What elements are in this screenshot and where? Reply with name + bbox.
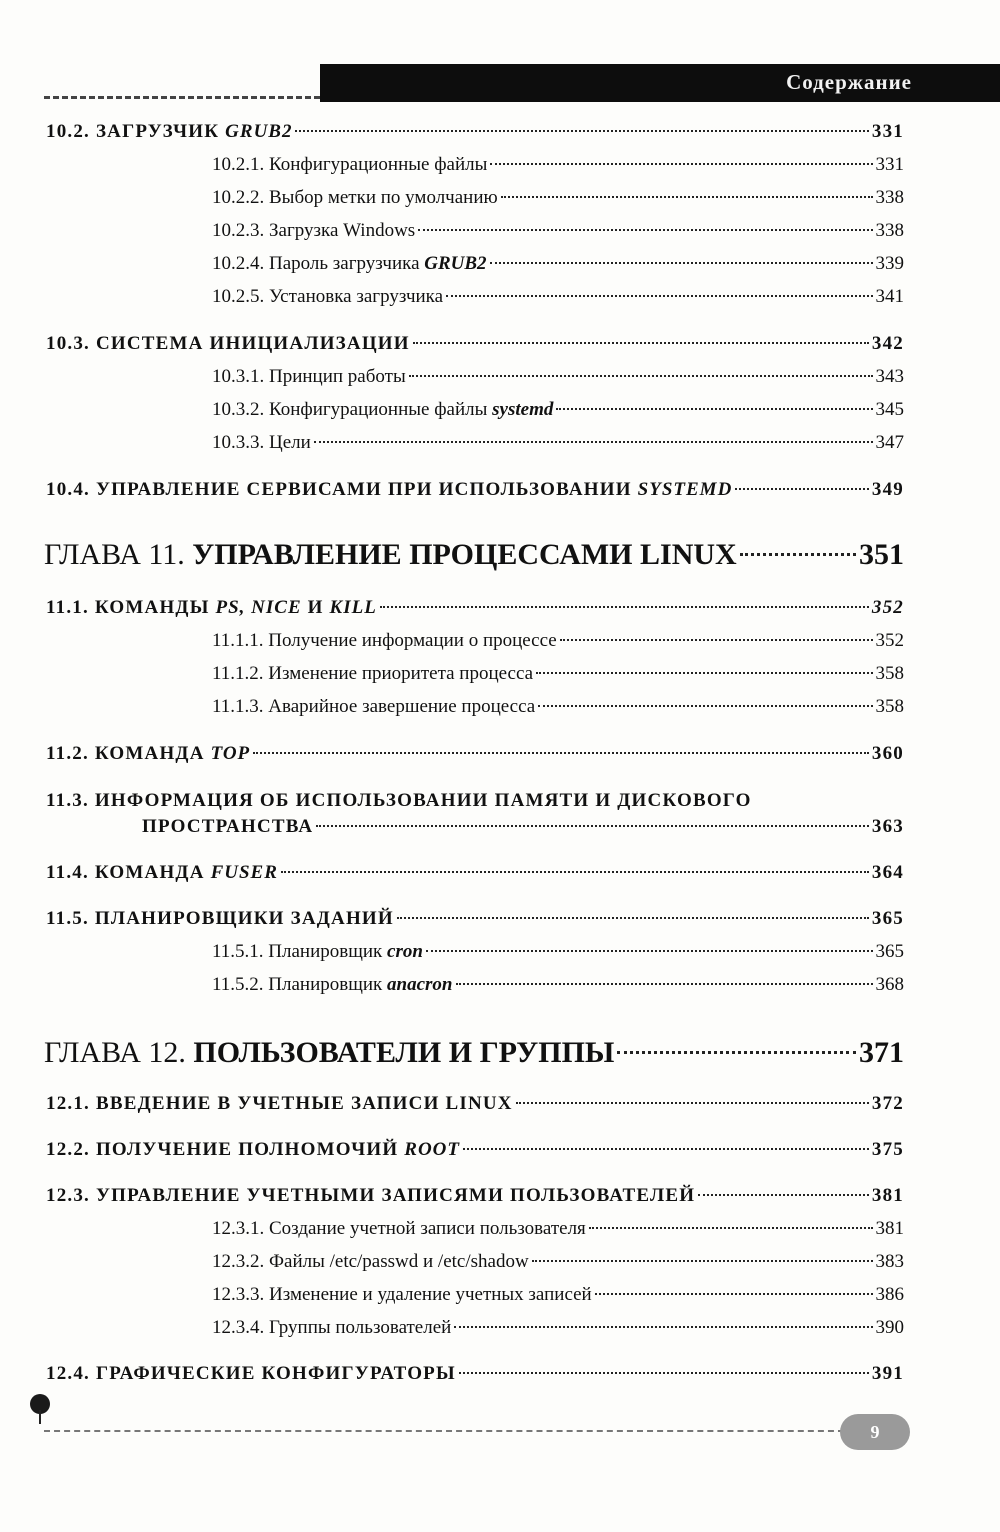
toc-entry-title xyxy=(212,696,535,718)
page-number: 364 xyxy=(871,862,904,883)
toc-entry-text: 10.2.5. Установка загрузчика xyxy=(212,286,444,307)
toc-entry-text: 12.1. ВВЕДЕНИЕ В УЧЕТНЫЕ ЗАПИСИ LINUX xyxy=(46,1093,513,1114)
toc-section-entry[interactable] xyxy=(46,1093,904,1115)
toc-entry-title xyxy=(212,1284,592,1306)
toc-entry-title xyxy=(212,187,498,209)
dot-leader xyxy=(740,553,856,556)
toc-entry-title xyxy=(212,663,533,685)
dot-leader xyxy=(454,1326,872,1328)
toc-entry-text: 10.2.1. Конфигурационные файлы xyxy=(212,154,488,175)
page-number-badge: 9 xyxy=(840,1414,910,1450)
toc-entry-italic: FUSER xyxy=(210,862,278,883)
toc-entry-title xyxy=(46,1185,695,1207)
dot-leader xyxy=(516,1102,869,1104)
header-dashed-rule xyxy=(44,96,320,99)
page-number: 386 xyxy=(875,1284,904,1305)
dot-leader xyxy=(380,606,869,608)
toc-entry-title xyxy=(212,366,406,388)
toc-entry-title xyxy=(46,597,377,619)
dot-leader xyxy=(456,983,873,985)
toc-entry-title xyxy=(46,333,410,355)
toc-entry-italic: GRUB2 xyxy=(424,253,487,274)
page-number: 352 xyxy=(875,630,904,651)
dot-leader xyxy=(409,375,873,377)
page-number: 368 xyxy=(875,974,904,995)
toc-subsection-entry[interactable] xyxy=(212,974,904,996)
page-number: 358 xyxy=(875,663,904,684)
toc-subsection-entry[interactable] xyxy=(212,432,904,454)
toc-entry-title xyxy=(46,479,732,501)
page-number: 365 xyxy=(875,941,904,962)
dot-leader xyxy=(413,342,869,344)
dot-leader xyxy=(595,1293,873,1295)
toc-entry-title xyxy=(46,1139,460,1161)
toc-section-entry[interactable] xyxy=(46,908,904,930)
page-number: 342 xyxy=(871,333,904,354)
toc-subsection-entry[interactable] xyxy=(212,286,904,308)
page-number: 360 xyxy=(871,743,904,764)
toc-entry-title xyxy=(212,154,487,176)
page-number: 381 xyxy=(871,1185,904,1206)
toc-entry-text: 11.5. ПЛАНИРОВЩИКИ ЗАДАНИЙ xyxy=(46,908,394,929)
page-number: 371 xyxy=(859,1036,904,1069)
dot-leader xyxy=(538,705,872,707)
toc-section-entry[interactable] xyxy=(46,1139,904,1161)
toc-entry-italic: PS, NICE xyxy=(215,597,302,618)
toc-entry-italic: KILL xyxy=(329,597,377,618)
page-number: 341 xyxy=(875,286,904,307)
toc-section-entry[interactable] xyxy=(46,479,904,501)
toc-entry-title xyxy=(46,908,394,930)
dot-leader xyxy=(490,163,872,165)
toc-entry-title-line1: 11.3. ИНФОРМАЦИЯ ОБ ИСПОЛЬЗОВАНИИ ПАМЯТИ И ДИСКОВОГО xyxy=(46,790,752,811)
toc-entry-text: 12.4. ГРАФИЧЕСКИЕ КОНФИГУРАТОРЫ xyxy=(46,1363,456,1384)
page-number: 343 xyxy=(875,366,904,387)
chapter-label: ГЛАВА 12. xyxy=(44,1036,194,1069)
toc-entry-italic: SYSTEMD xyxy=(637,479,733,500)
dot-leader xyxy=(446,295,872,297)
chapter-title: ПОЛЬЗОВАТЕЛИ И ГРУППЫ xyxy=(193,1036,615,1069)
toc-entry-text: 12.3.2. Файлы /etc/passwd и /etc/shadow xyxy=(212,1251,529,1272)
dot-leader xyxy=(418,229,872,231)
toc-entry-title xyxy=(212,1317,451,1339)
toc-entry-text: ПРОСТРАНСТВА xyxy=(142,816,314,837)
toc-section-entry[interactable] xyxy=(46,597,904,619)
toc-section-entry[interactable] xyxy=(46,1363,904,1385)
chapter-title: УПРАВЛЕНИЕ ПРОЦЕССАМИ LINUX xyxy=(192,538,737,571)
toc-entry-title xyxy=(212,941,423,963)
toc-entry-title xyxy=(46,743,250,765)
page-number: 345 xyxy=(875,399,904,420)
toc-entry-title xyxy=(212,399,553,421)
toc-entry-text: 11.1.1. Получение информации о процессе xyxy=(212,630,557,651)
toc-subsection-entry[interactable] xyxy=(212,941,904,963)
page-number: 391 xyxy=(871,1363,904,1384)
running-header: Содержание xyxy=(786,70,912,94)
page-number: 365 xyxy=(871,908,904,929)
page-number: 390 xyxy=(875,1317,904,1338)
dot-leader xyxy=(463,1148,869,1150)
footer-dashed-rule xyxy=(44,1430,844,1432)
toc-entry-title xyxy=(212,1218,586,1240)
page-number: 352 xyxy=(871,597,904,618)
toc-entry-title xyxy=(212,253,487,275)
toc-entry-text: 10.2.2. Выбор метки по умолчанию xyxy=(212,187,498,208)
dot-leader xyxy=(316,825,869,827)
toc-entry-title xyxy=(212,432,311,454)
toc-entry-italic: TOP xyxy=(210,743,251,764)
toc-entry-title xyxy=(142,816,313,838)
toc-subsection-entry[interactable] xyxy=(212,1284,904,1306)
toc-entry-text: 12.3.1. Создание учетной записи пользователя xyxy=(212,1218,586,1239)
toc-entry-text: 12.3.4. Группы пользователей xyxy=(212,1317,452,1338)
toc-entry-text: 12.3. УПРАВЛЕНИЕ УЧЕТНЫМИ ЗАПИСЯМИ ПОЛЬЗОВАТЕЛЕЙ xyxy=(46,1185,696,1206)
toc-subsection-entry[interactable] xyxy=(212,253,904,275)
toc-entry-text: 10.4. УПРАВЛЕНИЕ СЕРВИСАМИ ПРИ ИСПОЛЬЗОВАНИИ xyxy=(46,479,638,500)
toc-chapter-entry[interactable] xyxy=(44,538,904,572)
page-number: 372 xyxy=(871,1093,904,1114)
page-number: 339 xyxy=(875,253,904,274)
page-number: 331 xyxy=(875,154,904,175)
dot-leader xyxy=(532,1260,873,1262)
header-bar xyxy=(320,64,1000,102)
toc-entry-title xyxy=(212,1251,529,1273)
toc-entry-text: 11.1.2. Изменение приоритета процесса xyxy=(212,663,534,684)
toc-entry-text: 11.4. КОМАНДА xyxy=(46,862,211,883)
toc-entry-title xyxy=(212,220,415,242)
toc-entry-italic: GRUB2 xyxy=(225,121,293,142)
toc-entry-title xyxy=(44,538,737,572)
toc-entry-text: 12.3.3. Изменение и удаление учетных записей xyxy=(212,1284,592,1305)
toc-entry-italic: systemd xyxy=(492,399,554,420)
toc-subsection-entry[interactable] xyxy=(212,630,904,652)
toc-section-entry[interactable] xyxy=(46,743,904,765)
page-number: 375 xyxy=(871,1139,904,1160)
toc-subsection-entry[interactable] xyxy=(212,1251,904,1273)
toc-section-entry[interactable] xyxy=(46,1185,904,1207)
toc-entry-title xyxy=(46,1093,513,1115)
toc-entry-text: И xyxy=(301,597,330,618)
dot-leader xyxy=(490,262,873,264)
page-number: 349 xyxy=(871,479,904,500)
dot-leader xyxy=(281,871,869,873)
toc-entry-title xyxy=(44,1036,614,1070)
dot-leader xyxy=(426,950,873,952)
dot-leader xyxy=(501,196,873,198)
toc-entry-title xyxy=(46,121,292,143)
chapter-label: ГЛАВА 11. xyxy=(44,538,193,571)
toc-section-entry[interactable] xyxy=(46,121,904,143)
toc-subsection-entry[interactable] xyxy=(212,154,904,176)
toc-entry-text: 10.3.1. Принцип работы xyxy=(212,366,406,387)
toc-subsection-entry[interactable] xyxy=(212,399,904,421)
toc-entry-italic: anacron xyxy=(387,974,453,995)
page-number: 338 xyxy=(875,187,904,208)
dot-leader xyxy=(397,917,869,919)
toc-entry-text: 10.3. СИСТЕМА ИНИЦИАЛИЗАЦИИ xyxy=(46,333,410,354)
toc-section-entry[interactable] xyxy=(46,862,904,884)
toc-entry-text: 10.2.4. Пароль загрузчика xyxy=(212,253,425,274)
toc-section-entry[interactable] xyxy=(46,333,904,355)
toc-entry-text: 11.1. КОМАНДЫ xyxy=(46,597,216,618)
dot-leader xyxy=(698,1194,869,1196)
toc-entry-italic: ROOT xyxy=(404,1139,461,1160)
dot-leader xyxy=(589,1227,873,1229)
toc-entry-title xyxy=(212,974,453,996)
toc-entry-text: 12.2. ПОЛУЧЕНИЕ ПОЛНОМОЧИЙ xyxy=(46,1139,405,1160)
toc-entry-text: 11.2. КОМАНДА xyxy=(46,743,211,764)
dot-leader xyxy=(617,1051,856,1054)
dot-leader xyxy=(556,408,872,410)
toc-subsection-entry[interactable] xyxy=(212,220,904,242)
page-number: 338 xyxy=(875,220,904,241)
toc-entry-title xyxy=(212,286,443,308)
toc-entry-text: 10.2.3. Загрузка Windows xyxy=(212,220,416,241)
page-number: 347 xyxy=(875,432,904,453)
toc-entry-text: 10.2. ЗАГРУЗЧИК xyxy=(46,121,226,142)
toc-entry-title xyxy=(46,1363,456,1385)
toc-subsection-entry[interactable] xyxy=(212,366,904,388)
toc-subsection-entry[interactable] xyxy=(212,696,904,718)
toc-entry-title xyxy=(46,862,278,884)
toc-section-entry[interactable] xyxy=(46,790,904,868)
toc-entry-italic: cron xyxy=(387,941,423,962)
toc-entry-text: 11.5.1. Планировщик xyxy=(212,941,388,962)
page-number: 383 xyxy=(875,1251,904,1272)
dot-leader xyxy=(536,672,872,674)
dot-leader xyxy=(560,639,873,641)
dot-leader xyxy=(459,1372,869,1374)
dot-leader xyxy=(253,752,869,754)
dot-leader xyxy=(314,441,873,443)
page-number: 381 xyxy=(875,1218,904,1239)
toc-subsection-entry[interactable] xyxy=(212,1218,904,1240)
page-number: 351 xyxy=(859,538,904,571)
toc-subsection-entry[interactable] xyxy=(212,663,904,685)
toc-entry-text: 10.3.2. Конфигурационные файлы xyxy=(212,399,493,420)
pin-stem xyxy=(39,1410,41,1424)
toc-entry-text: 11.1.3. Аварийное завершение процесса xyxy=(212,696,536,717)
toc-subsection-entry[interactable] xyxy=(212,187,904,209)
toc-chapter-entry[interactable] xyxy=(44,1036,904,1070)
page-number: 363 xyxy=(871,816,904,837)
toc-entry-text: 10.3.3. Цели xyxy=(212,432,311,453)
page-number: 358 xyxy=(875,696,904,717)
toc-entry-text: 11.5.2. Планировщик xyxy=(212,974,388,995)
toc-subsection-entry[interactable] xyxy=(212,1317,904,1339)
dot-leader xyxy=(295,130,868,132)
dot-leader xyxy=(735,488,869,490)
toc-entry-title xyxy=(212,630,557,652)
page-number: 331 xyxy=(871,121,904,142)
